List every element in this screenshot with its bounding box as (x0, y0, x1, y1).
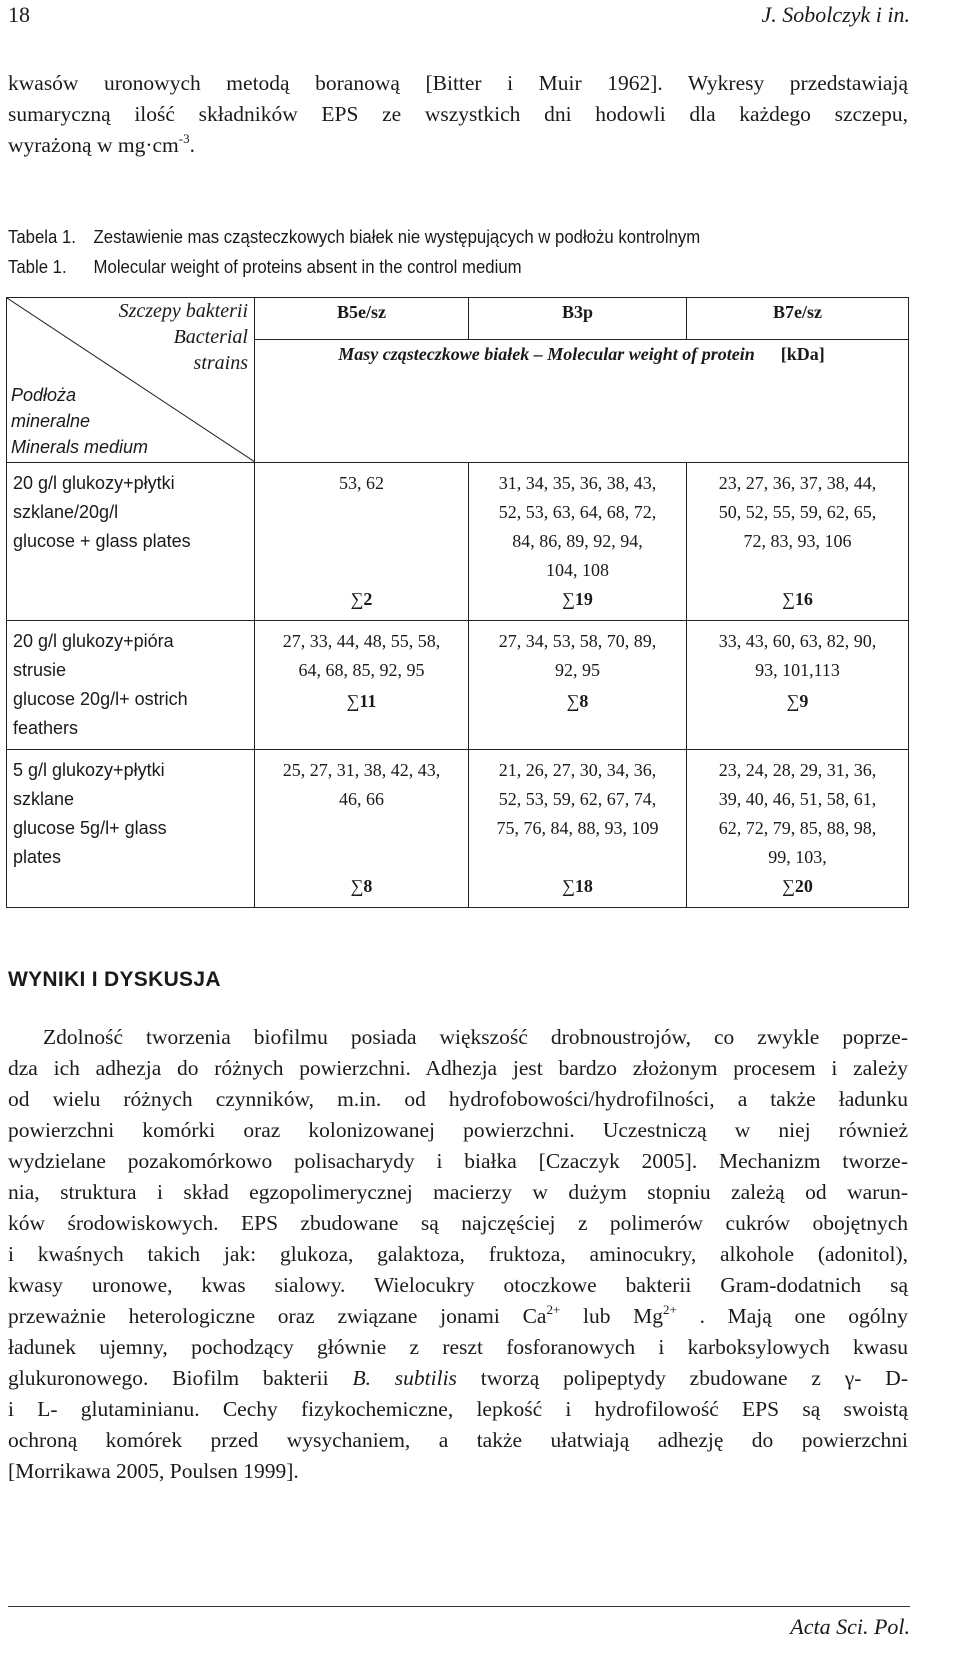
ion-charge: 2+ (546, 1302, 561, 1317)
medium-line: glucose 5g/l+ glass (13, 818, 167, 838)
body-line: [Morrikawa 2005, Poulsen 1999]. (8, 1459, 299, 1483)
unit-label: [kDa] (780, 344, 825, 364)
intro-line-end: . (189, 133, 195, 157)
strain-header: B3p (469, 298, 687, 340)
body-text: tworzą polipeptydy zbudowane z γ- D- (456, 1366, 908, 1390)
value-line: 50, 52, 55, 59, 62, 65, (718, 502, 877, 522)
value-line: 93, 101,113 (755, 660, 840, 680)
value-line: 33, 43, 60, 63, 82, 90, (718, 631, 877, 651)
corner-strains-line: strains (193, 352, 248, 374)
values-cell (255, 463, 469, 586)
medium-line: glucose 20g/l+ ostrich (13, 689, 188, 709)
intro-line: sumaryczną ilość składników EPS ze wszystkich dni hodowli dla każdego szczepu, (8, 102, 908, 126)
value-line: 25, 27, 31, 38, 42, 43, (282, 760, 441, 780)
body-text: przeważnie heterologiczne oraz związane jonami Ca (8, 1304, 547, 1328)
value-line: 23, 24, 28, 29, 31, 36, (718, 760, 877, 780)
medium-line: 20 g/l glukozy+pióra (13, 631, 174, 651)
value-line: 104, 108 (546, 560, 609, 580)
value-line: 21, 26, 27, 30, 34, 36, (498, 760, 657, 780)
medium-line: szklane/20g/l (13, 502, 119, 522)
sum-cell (469, 585, 687, 621)
sum-cell (687, 585, 909, 621)
medium-line: strusie (13, 660, 67, 680)
table-caption-en (8, 257, 522, 278)
sum-symbol: ∑ (346, 691, 360, 711)
intro-line-text: wyrażoną w mg·cm (8, 133, 179, 157)
section-heading: WYNIKI I DYSKUSJA (8, 968, 221, 991)
medium-cell (7, 463, 255, 621)
value-line: 27, 33, 44, 48, 55, 58, (282, 631, 441, 651)
sum-cell (687, 872, 909, 908)
corner-strains-line: Szczepy bakterii (118, 300, 248, 322)
medium-line: plates (13, 847, 62, 867)
sum-cell (469, 872, 687, 908)
value-line: 52, 53, 63, 64, 68, 72, (498, 502, 657, 522)
strain-header: B7e/sz (687, 298, 909, 340)
caption-text: Molecular weight of proteins absent in the control medium (93, 257, 522, 277)
body-line: dza ich adhezja do różnych powierzchni. Adhezja jest bardzo złożonym procesem i zależy (8, 1056, 908, 1080)
ion-charge: 2+ (663, 1302, 677, 1317)
corner-strains-line: Bacterial (173, 326, 248, 348)
corner-media-line: Minerals medium (11, 437, 149, 457)
sum-symbol: ∑ (350, 589, 364, 609)
page-number: 18 (8, 2, 30, 27)
medium-line: 5 g/l glukozy+płytki (13, 760, 165, 780)
body-line: i kwaśnych takich jak: glukoza, galaktoza, fruktoza, aminocukry, alkohole (adonitol), (8, 1242, 908, 1266)
protein-weight-table (6, 297, 909, 908)
sum-value: 11 (359, 691, 377, 711)
value-line: 31, 34, 35, 36, 38, 43, (498, 473, 657, 493)
species-name: B. subtilis (352, 1366, 457, 1390)
sum-symbol: ∑ (562, 876, 575, 896)
value-line: 62, 72, 79, 85, 88, 98, (718, 818, 877, 838)
body-text: glukuronowego. Biofilm bakterii (8, 1366, 353, 1390)
sum-cell (255, 872, 469, 908)
caption-label: Tabela 1. (8, 227, 76, 247)
body-line: Zdolność tworzenia biofilmu posiada większość drobnoustrojów, co zwykle poprze- (43, 1025, 908, 1049)
sum-value: 8 (363, 876, 373, 896)
table-corner-cell (7, 298, 255, 463)
body-line: nia, struktura i skład egzopolimerycznej macierzy w dużym stopniu zależą od warun- (8, 1180, 908, 1204)
sum-symbol: ∑ (786, 691, 800, 711)
sum-symbol: ∑ (782, 876, 795, 896)
values-cell (687, 621, 909, 688)
sum-value: 18 (574, 876, 593, 896)
intro-line: kwasów uronowych metodą boranową [Bitter i Muir 1962]. Wykresy przedstawiają (8, 71, 908, 95)
medium-line: glucose + glass plates (13, 531, 191, 551)
sum-value: 2 (363, 589, 373, 609)
values-cell (469, 621, 687, 688)
value-line: 64, 68, 85, 92, 95 (298, 660, 425, 680)
intro-line (8, 130, 908, 161)
sum-value: 20 (794, 876, 813, 896)
body-paragraph (8, 1022, 908, 1487)
value-line: 23, 27, 36, 37, 38, 44, (718, 473, 877, 493)
values-cell (255, 750, 469, 873)
value-line: 75, 76, 84, 88, 93, 109 (496, 818, 659, 838)
medium-cell (7, 621, 255, 750)
sum-value: 9 (799, 691, 809, 711)
value-line: 72, 83, 93, 106 (743, 531, 852, 551)
corner-media-line: Podłoża (11, 385, 77, 405)
sum-symbol: ∑ (782, 589, 795, 609)
sum-cell (255, 585, 469, 621)
values-cell (255, 621, 469, 688)
body-line (8, 1301, 908, 1332)
body-line: ochroną komórek przed wysychaniem, a także ułatwiają adhezję do powierzchni (8, 1428, 908, 1452)
journal-name: Acta Sci. Pol. (790, 1614, 910, 1639)
values-cell (469, 463, 687, 586)
footer-rule (8, 1606, 910, 1607)
running-head: J. Sobolczyk i in. (761, 2, 910, 27)
sum-value: 8 (579, 691, 589, 711)
values-cell (687, 463, 909, 586)
strain-header: B5e/sz (255, 298, 469, 340)
body-line: ków środowiskowych. EPS zbudowane są najczęściej z polimerów cukrów obojętnych (8, 1211, 908, 1235)
sum-symbol: ∑ (350, 876, 364, 896)
body-text: . Mają one ogólny (676, 1304, 908, 1328)
caption-label: Table 1. (8, 257, 67, 277)
value-line: 27, 34, 53, 58, 70, 89, (498, 631, 657, 651)
sum-value: 16 (794, 589, 813, 609)
value-line: 52, 53, 59, 62, 67, 74, (498, 789, 657, 809)
sum-cell (687, 687, 909, 750)
body-line (8, 1363, 908, 1394)
medium-line: szklane (13, 789, 75, 809)
corner-media-label (11, 382, 148, 460)
medium-line: feathers (13, 718, 79, 738)
unit-exponent: -3 (178, 131, 190, 146)
sum-cell (255, 687, 469, 750)
sum-cell (469, 687, 687, 750)
body-text: lub Mg (560, 1304, 664, 1328)
body-line: ładunek ujemny, pochodzący głównie z reszt fosforanowych i karboksylowych kwasu (8, 1335, 908, 1359)
medium-cell (7, 750, 255, 908)
value-line: 99, 103, (768, 847, 827, 867)
corner-media-line: mineralne (11, 411, 91, 431)
values-cell (469, 750, 687, 873)
table-caption-pl (8, 227, 700, 248)
caption-text: Zestawienie mas cząsteczkowych białek nie występujących w podłożu kontrolnym (93, 227, 701, 247)
value-line: 84, 86, 89, 92, 94, (512, 531, 643, 551)
sum-symbol: ∑ (566, 691, 580, 711)
body-line: wydzielane pozakomórkowo polisacharydy i białka [Czaczyk 2005]. Mechanizm tworze- (8, 1149, 908, 1173)
body-line: kwasy uronowe, kwas sialowy. Wielocukry otoczkowe bakterii Gram-dodatnich są (8, 1273, 908, 1297)
molecular-weight-header (255, 340, 909, 463)
value-line: 39, 40, 46, 51, 58, 61, (718, 789, 877, 809)
sum-symbol: ∑ (562, 589, 575, 609)
value-line: 92, 95 (555, 660, 600, 680)
medium-line: 20 g/l glukozy+płytki (13, 473, 175, 493)
corner-strains-label (119, 298, 248, 376)
body-line: powierzchni komórki oraz kolonizowanej powierzchni. Uczestniczą w niej również (8, 1118, 908, 1142)
intro-paragraph (8, 68, 908, 161)
values-cell (687, 750, 909, 873)
value-line: 46, 66 (339, 789, 384, 809)
value-line: 53, 62 (339, 473, 384, 493)
body-line: i L- glutaminianu. Cechy fizykochemiczne, lepkość i hydrofilowość EPS są swoistą (8, 1397, 908, 1421)
molecular-weight-title: Masy cząsteczkowe białek – Molecular weight of protein (338, 344, 755, 364)
sum-value: 19 (574, 589, 593, 609)
body-line: od wielu różnych czynników, m.in. od hydrofobowości/hydrofilności, a także ładunku (8, 1087, 908, 1111)
